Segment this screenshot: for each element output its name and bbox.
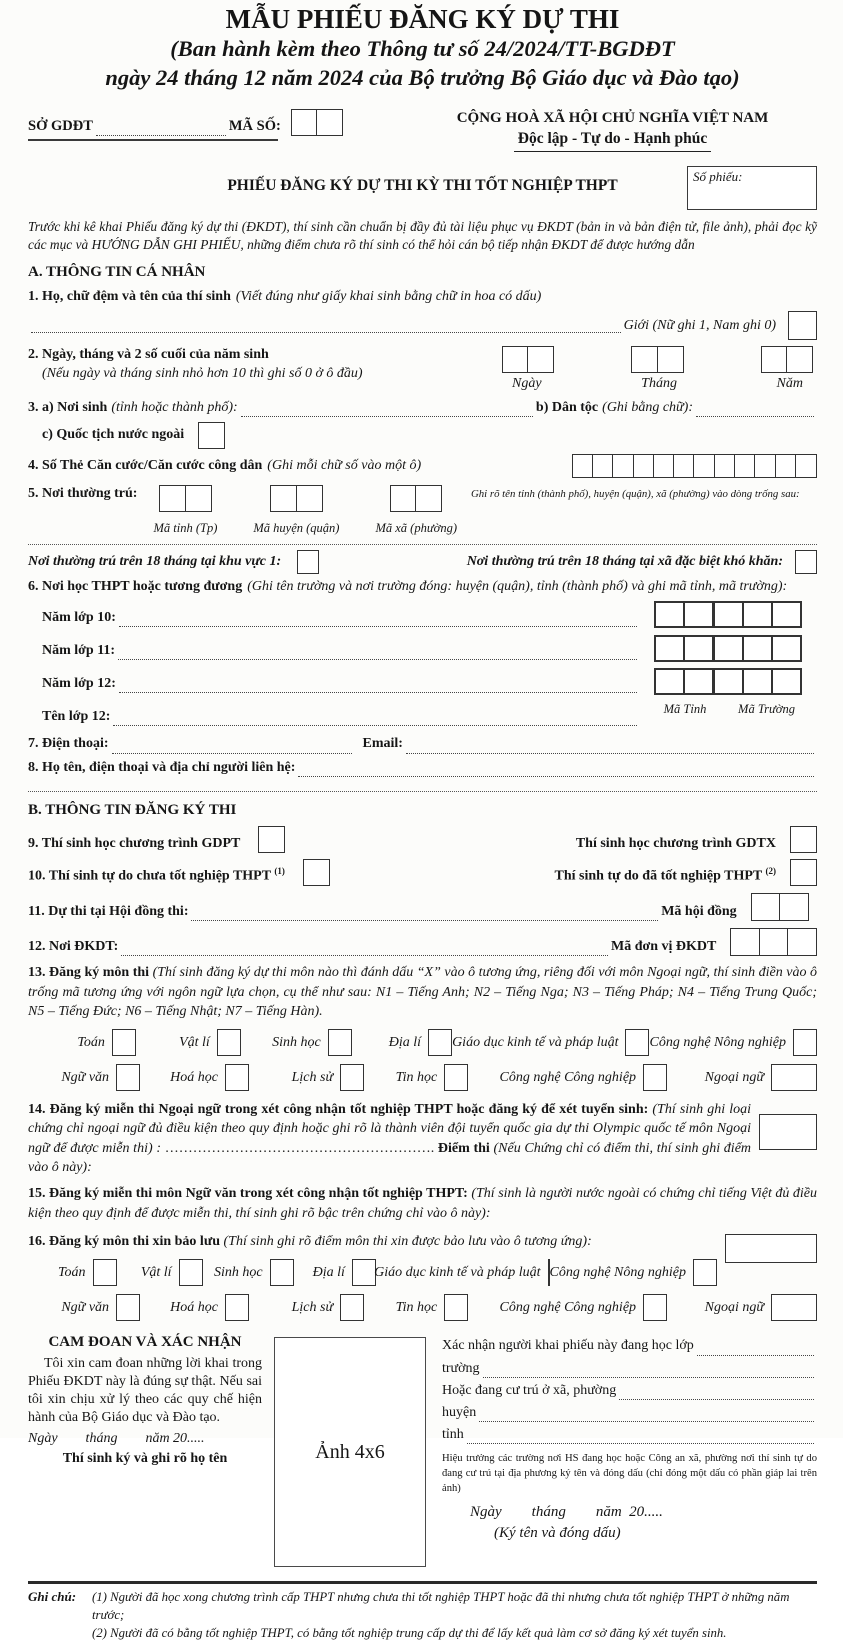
id-digit-box[interactable]	[653, 454, 675, 478]
photo-placeholder-label: Ảnh 4x6	[315, 1441, 385, 1464]
contact-person-fill[interactable]	[298, 762, 814, 777]
school-code-box[interactable]	[742, 635, 773, 662]
full-name-fill[interactable]	[31, 319, 621, 334]
subject-item	[249, 1064, 364, 1091]
item10-right-label: Thí sinh tự do đã tốt nghiệp THPT $^{(2)}$	[554, 866, 776, 885]
footnote-1: (1) Người đã học xong chương trình cấp THPT nhưng chưa thi tốt nghiệp THPT hoặc đã thi nhưng chưa tốt nghiệp THPT ở những năm trước;	[92, 1590, 790, 1623]
subject-item	[140, 1064, 249, 1091]
subject-item	[376, 1259, 550, 1286]
id-digit-box[interactable]	[673, 454, 695, 478]
page-title: MẪU PHIẾU ĐĂNG KÝ DỰ THI	[225, 4, 620, 34]
hardship-commune-box[interactable]	[795, 550, 817, 574]
subject-label: Toán	[77, 1034, 105, 1050]
confirm-district-label: huyện	[442, 1404, 477, 1420]
reserve-subjects-row-2	[28, 1294, 817, 1321]
section-a-title: A. THÔNG TIN CÁ NHÂN	[28, 263, 206, 280]
item14-label: 14. Đăng ký miễn thi Ngoại ngữ trong xét công nhận tốt nghiệp THPT hoặc đăng ký để xét tuyển sinh:	[28, 1102, 649, 1118]
subject-item	[452, 1029, 649, 1056]
subject-label: Vật lí	[140, 1264, 172, 1280]
subject-item	[364, 1294, 468, 1321]
commitment-date-line: Ngày tháng năm 20.....	[28, 1430, 205, 1446]
subject-item	[136, 1029, 241, 1056]
grade12-fill[interactable]	[119, 679, 637, 694]
subject-label: Địa lí	[388, 1034, 422, 1050]
subject-label: Tin học	[395, 1299, 438, 1315]
reserve-subjects-row-1	[28, 1259, 717, 1286]
class12-fill[interactable]	[113, 712, 637, 727]
id-digit-box[interactable]	[795, 454, 817, 478]
school-code-box[interactable]	[771, 635, 802, 662]
school-code-box[interactable]	[713, 601, 744, 628]
dob-month-boxes	[631, 346, 683, 373]
subject-label: Hoá học	[170, 1299, 218, 1315]
contact-fill-line[interactable]	[28, 791, 817, 792]
subject-item	[117, 1259, 203, 1286]
school-code-box[interactable]	[654, 601, 685, 628]
confirm-school-fill[interactable]	[483, 1363, 814, 1378]
confirm-ward-label: Hoặc đang cư trú ở xã, phường	[442, 1382, 617, 1398]
so-gddt-label: SỞ GDĐT	[28, 117, 93, 134]
item4-label: 4. Số Thẻ Căn cước/Căn cước công dân	[28, 457, 263, 473]
dkdt-place-fill[interactable]	[121, 942, 608, 957]
school-code-box[interactable]	[742, 668, 773, 695]
school-code-box[interactable]	[683, 635, 714, 662]
item6-note: (Ghi tên trường và nơi trường đóng: huyện (quận), tỉnh (thành phố) và ghi mã tỉnh, mã trường):	[247, 579, 788, 595]
dkdt-code-box[interactable]	[730, 928, 760, 956]
ma-truong-caption: Mã Trường	[738, 701, 795, 716]
item2-label: 2. Ngày, tháng và 2 số cuối của năm sinh	[28, 347, 269, 363]
dob-day-caption: Ngày	[512, 376, 542, 392]
subject-item	[28, 1294, 140, 1321]
subject-mark-box[interactable]	[328, 1029, 352, 1056]
ward-code-boxes	[390, 485, 442, 512]
id-digit-box[interactable]	[633, 454, 655, 478]
subject-mark-box[interactable]	[771, 1294, 817, 1321]
confirmation-instruction: Hiệu trưởng các trường nơi HS đang học hoặc Công an xã, phường nơi thí sinh tự do đang cư trú tại địa phương ký tên và đóng dấu (chỉ đóng một dấu có phần giáp lai trên ảnh)	[442, 1453, 817, 1494]
subject-label: Địa lí	[312, 1264, 345, 1280]
dob-day-boxes	[502, 346, 554, 373]
national-header	[408, 109, 817, 153]
ma-so-boxes	[291, 109, 343, 136]
item3b-note: (Ghi bằng chữ):	[602, 399, 693, 415]
item5-label: 5. Nơi thường trú:	[28, 485, 138, 501]
subject-label: Giáo dục kinh tế và pháp luật	[374, 1264, 541, 1280]
subject-label: Công nghệ Nông nghiệp	[549, 1264, 686, 1280]
page-subtitle-2: ngày 24 tháng 12 năm 2024 của Bộ trưởng Bộ Giáo dục và Đào tạo)	[105, 64, 740, 90]
subject-label: Sinh học	[213, 1264, 263, 1280]
subject-mark-box[interactable]	[625, 1029, 649, 1056]
phone-label: 7. Điện thoại:	[28, 736, 109, 752]
class12-label: Tên lớp 12:	[42, 709, 111, 725]
footnotes	[28, 1581, 817, 1643]
subject-mark-box[interactable]	[771, 1064, 817, 1091]
subject-item	[667, 1064, 817, 1091]
confirm-school-label: trường	[442, 1360, 480, 1376]
item15-note: (Thí sinh là người nước ngoài có chứng chỉ tiếng Việt đủ điều kiện theo quy định để được miễn thi, thí sinh ghi rõ bậc trên chứng chỉ vào ô này):	[28, 1186, 817, 1221]
section-b-title: B. THÔNG TIN ĐĂNG KÝ THI	[28, 801, 237, 818]
exam-subjects-row-1	[28, 1029, 817, 1056]
dkdt-code-box[interactable]	[787, 928, 817, 956]
grade11-fill[interactable]	[118, 646, 637, 661]
certificate-score-box[interactable]	[759, 1114, 817, 1150]
item11-label: 11. Dự thi tại Hội đồng thi:	[28, 904, 189, 920]
subject-label: Vật lí	[179, 1034, 210, 1050]
item12-label: 12. Nơi ĐKDT:	[28, 939, 119, 955]
ma-tinh-caption: Mã Tỉnh	[663, 701, 707, 716]
school-code-box[interactable]	[713, 668, 744, 695]
ward-code-box[interactable]	[390, 485, 417, 512]
dob-year-box[interactable]	[786, 346, 813, 373]
item14-fill[interactable]: ………………………………………………….	[164, 1140, 435, 1156]
gdpt-program-box[interactable]	[258, 826, 285, 853]
subject-mark-box[interactable]	[643, 1064, 667, 1091]
serial-number-label: Số phiếu:	[693, 169, 743, 185]
item5-note: Ghi rõ tên tỉnh (thành phố), huyện (quận), xã (phường) vào dòng trống sau:	[470, 487, 800, 500]
subject-item	[140, 1294, 249, 1321]
confirm-province-label: tỉnh	[442, 1427, 464, 1443]
subject-mark-box[interactable]	[340, 1064, 364, 1091]
subject-mark-box[interactable]	[444, 1294, 468, 1321]
province-code-box[interactable]	[159, 485, 186, 512]
confirm-province-fill[interactable]	[467, 1430, 814, 1445]
subject-label: Hoá học	[170, 1069, 218, 1085]
id-digit-box[interactable]	[693, 454, 715, 478]
subject-item	[249, 1294, 364, 1321]
dob-year-box[interactable]	[761, 346, 788, 373]
header-row	[28, 109, 817, 153]
diem-thi-label: Điểm thi	[437, 1140, 490, 1156]
grade11-code-boxes	[654, 635, 802, 662]
exam-subjects-row-2	[28, 1064, 817, 1091]
id-digit-box[interactable]	[775, 454, 797, 478]
candidate-signature-label: Thí sinh ký và ghi rõ họ tên	[62, 1450, 228, 1466]
subject-label: Ngoại ngữ	[704, 1299, 764, 1315]
free-candidate-not-graduated-box[interactable]	[303, 859, 330, 886]
commitment-title: CAM ĐOAN VÀ XÁC NHẬN	[48, 1334, 242, 1351]
subject-label: Ngoại ngữ	[704, 1069, 764, 1085]
item9-left-label: 9. Thí sinh học chương trình GDPT	[28, 836, 241, 852]
item1-label: 1. Họ, chữ đệm và tên của thí sinh	[28, 289, 231, 305]
school-code-grid	[654, 598, 817, 730]
school-code-box[interactable]	[742, 601, 773, 628]
intro-note: Trước khi kê khai Phiếu đăng ký dự thi (ĐKDT), thí sinh cần chuẩn bị đầy đủ tài liệu phục vụ ĐKDT (bản in và bản điện tử, file ảnh), phải đọc kỹ các mục và HƯỚNG DẪN GHI PHIẾU, những điểm chưa rõ thí sinh có thể hỏi cán bộ tiếp nhận ĐKDT để được hướng dẫn	[28, 219, 817, 252]
item4-note: (Ghi mỗi chữ số vào một ô)	[267, 457, 422, 473]
item10-left-label: 10. Thí sinh tự do chưa tốt nghiệp THPT $^{(1)}$	[28, 866, 285, 885]
form-title: PHIẾU ĐĂNG KÝ DỰ THI KỲ THI TỐT NGHIỆP THPT	[227, 177, 618, 195]
council-code-box[interactable]	[779, 893, 809, 921]
serial-number-box[interactable]	[687, 166, 817, 210]
item2-note: (Nếu ngày và tháng sinh nhỏ hơn 10 thì ghi số 0 ở ô đầu)	[42, 365, 363, 381]
footnote-2: (2) Người đã có bằng tốt nghiệp THPT, có bằng tốt nghiệp trung cấp dự thi để lấy kết quả làm cơ sở đăng ký xét tuyển sinh.	[92, 1626, 727, 1641]
council-code-box[interactable]	[751, 893, 781, 921]
school-code-box[interactable]	[683, 601, 714, 628]
free-candidate-graduated-box[interactable]	[790, 859, 817, 886]
national-title: CỘNG HOÀ XÃ HỘI CHỦ NGHĨA VIỆT NAM	[456, 109, 769, 126]
confirm-district-fill[interactable]	[479, 1407, 814, 1422]
subject-label: Lịch sử	[291, 1299, 334, 1315]
foreign-nationality-box[interactable]	[198, 422, 225, 449]
subject-item	[28, 1259, 117, 1286]
hardship-commune-label: Nơi thường trú trên 18 tháng tại xã đặc biệt khó khăn:	[466, 554, 783, 570]
dkdt-code-box[interactable]	[759, 928, 789, 956]
subject-label: Tin học	[395, 1069, 438, 1085]
reserved-score-box[interactable]	[725, 1234, 817, 1263]
subject-label: Toán	[58, 1264, 86, 1280]
national-motto: Độc lập - Tự do - Hạnh phúc	[514, 128, 711, 152]
birthplace-fill[interactable]	[241, 402, 533, 417]
subject-mark-box[interactable]	[693, 1259, 717, 1286]
subject-mark-box[interactable]	[793, 1029, 817, 1056]
subject-item	[550, 1259, 718, 1286]
id-digit-box[interactable]	[572, 454, 594, 478]
agency-block	[28, 109, 408, 153]
item15-label: 15. Đăng ký miễn thi môn Ngữ văn trong xét công nhận tốt nghiệp THPT:	[28, 1186, 468, 1202]
residence-fill-line[interactable]	[28, 544, 817, 545]
dob-month-box[interactable]	[631, 346, 658, 373]
province-code-caption: Mã tỉnh (Tp)	[153, 520, 218, 535]
subject-label: Lịch sử	[291, 1069, 334, 1085]
subject-label: Giáo dục kinh tế và pháp luật	[452, 1034, 619, 1050]
dob-year-boxes	[761, 346, 813, 373]
subject-mark-box[interactable]	[444, 1064, 468, 1091]
province-code-boxes	[159, 485, 211, 512]
item16-label: 16. Đăng ký môn thi xin bảo lưu	[28, 1234, 221, 1250]
subject-mark-box[interactable]	[116, 1064, 140, 1091]
grade10-code-boxes	[654, 601, 802, 628]
photo-placeholder[interactable]	[274, 1337, 426, 1567]
confirm-class-fill[interactable]	[697, 1341, 814, 1356]
subject-item	[241, 1029, 352, 1056]
council-code-label: Mã hội đồng	[661, 904, 737, 920]
id-digit-box[interactable]	[714, 454, 736, 478]
dob-day-box[interactable]	[527, 346, 554, 373]
subject-mark-box[interactable]	[225, 1064, 249, 1091]
item14-note: (Thí sinh ghi loại chứng chỉ ngoại ngữ đủ điều kiện theo quy định hoặc ghi rõ là thành viên đội tuyển quốc gia dự thi Olympic quốc tế môn Ngoại ngữ để được miễn thi) :	[28, 1102, 751, 1156]
grade10-label: Năm lớp 10:	[42, 610, 116, 626]
ma-so-box[interactable]	[291, 109, 318, 136]
district-code-box[interactable]	[270, 485, 297, 512]
id-digit-box[interactable]	[754, 454, 776, 478]
ma-so-label: MÃ SỐ:	[228, 117, 281, 134]
school-code-box[interactable]	[654, 635, 685, 662]
footnote-label: Ghi chú:	[28, 1589, 77, 1605]
council-fill[interactable]	[191, 907, 658, 922]
subject-item	[352, 1029, 452, 1056]
so-gddt-fill[interactable]	[96, 120, 226, 135]
dob-month-box[interactable]	[657, 346, 684, 373]
grade10-fill[interactable]	[119, 613, 637, 628]
item1-note: (Viết đúng như giấy khai sinh bằng chữ in hoa có dấu)	[235, 289, 542, 305]
item3b-label: b) Dân tộc	[535, 399, 599, 415]
subject-mark-box[interactable]	[112, 1029, 136, 1056]
subject-mark-box[interactable]	[179, 1259, 203, 1286]
ma-so-box[interactable]	[316, 109, 343, 136]
item3a-note: (tỉnh hoặc thành phố):	[111, 399, 238, 415]
dkdt-code-label: Mã đơn vị ĐKDT	[610, 939, 717, 955]
grade12-label: Năm lớp 12:	[42, 676, 116, 692]
subject-item	[28, 1064, 140, 1091]
subject-item	[667, 1294, 817, 1321]
district-code-box[interactable]	[296, 485, 323, 512]
school-code-box[interactable]	[771, 668, 802, 695]
dob-month-caption: Tháng	[641, 376, 677, 392]
agency-rule	[28, 139, 278, 141]
diem-thi-note: (Nếu Chứng chỉ có điểm thi, thí sinh ghi điểm vào ô này):	[28, 1140, 752, 1176]
item13-note: (Thí sinh đăng ký dự thi môn nào thì đánh dấu “X” vào ô tương ứng, riêng đối với môn Ngoại ngữ, thí sinh điền vào ô trống mã tương ứng với ngôn ngữ lựa chọn, cụ thể như sau: N1 – Tiếng Anh; N2 – Tiếng Nga; N3 – Tiếng Pháp; N4 – Tiếng Trung Quốc; N5 – Tiếng Đức; N6 – Tiếng Nhật; N7 – Tiếng Hàn).	[28, 965, 818, 1019]
item9-right-label: Thí sinh học chương trình GDTX	[575, 836, 776, 852]
subject-mark-box[interactable]	[225, 1294, 249, 1321]
subject-item	[203, 1259, 294, 1286]
subject-label: Công nghệ Công nghiệp	[499, 1299, 637, 1315]
confirm-line1-label: Xác nhận người khai phiếu này đang học lớp	[442, 1338, 694, 1354]
subject-label: Công nghệ Nông nghiệp	[649, 1034, 786, 1050]
subject-label: Ngữ văn	[61, 1299, 110, 1315]
grade11-label: Năm lớp 11:	[42, 643, 116, 659]
gdtx-program-box[interactable]	[790, 826, 817, 853]
zone1-label: Nơi thường trú trên 18 tháng tại khu vực 1:	[28, 554, 282, 570]
confirm-ward-fill[interactable]	[619, 1385, 814, 1400]
school-code-box[interactable]	[683, 668, 714, 695]
ward-code-caption: Mã xã (phường)	[375, 520, 457, 535]
subject-mark-box[interactable]	[352, 1259, 376, 1286]
subject-item	[468, 1064, 667, 1091]
item6-label: 6. Nơi học THPT hoặc tương đương	[28, 579, 243, 595]
id-number-boxes	[572, 454, 817, 478]
id-digit-box[interactable]	[734, 454, 756, 478]
school-code-box[interactable]	[713, 635, 744, 662]
item16-note: (Thí sinh ghi rõ điểm môn thi xin được bảo lưu vào ô tương ứng):	[223, 1234, 592, 1250]
item3a-label: 3. a) Nơi sinh	[28, 399, 108, 415]
subject-label: Sinh học	[272, 1034, 321, 1050]
school-code-box[interactable]	[654, 668, 685, 695]
subject-label: Công nghệ Công nghiệp	[499, 1069, 637, 1085]
item3c-label: c) Quốc tịch nước ngoài	[42, 427, 185, 443]
id-digit-box[interactable]	[612, 454, 634, 478]
id-digit-box[interactable]	[592, 454, 614, 478]
item13-label: 13. Đăng ký môn thi	[28, 965, 150, 981]
subject-mark-box[interactable]	[270, 1259, 294, 1286]
subject-mark-box[interactable]	[217, 1029, 241, 1056]
district-code-boxes	[270, 485, 322, 512]
confirmation-date-line: Ngày tháng năm 20.....	[470, 1503, 663, 1520]
ethnicity-fill[interactable]	[696, 402, 814, 417]
dkdt-code-boxes	[730, 928, 817, 956]
grade12-code-boxes	[654, 668, 802, 695]
subject-item	[649, 1029, 817, 1056]
gender-label: Giới (Nữ ghi 1, Nam ghi 0)	[623, 317, 776, 333]
subject-mark-box[interactable]	[340, 1294, 364, 1321]
contact-person-label: 8. Họ tên, điện thoại và địa chỉ người liên hệ:	[28, 759, 296, 775]
subject-mark-box[interactable]	[116, 1294, 140, 1321]
ward-code-box[interactable]	[415, 485, 442, 512]
subject-item	[468, 1294, 667, 1321]
commitment-body: Tôi xin cam đoan những lời khai trong Phiếu ĐKDT này là đúng sự thật. Nếu sai tôi xin chịu xử lý theo các quy chế hiện hành của Bộ Giáo dục và Đào tạo.	[28, 1355, 262, 1426]
province-code-box[interactable]	[185, 485, 212, 512]
subject-label: Ngữ văn	[61, 1069, 110, 1085]
page-subtitle-1: (Ban hành kèm theo Thông tư số 24/2024/TT-BGDĐT	[170, 36, 675, 62]
district-code-caption: Mã huyện (quận)	[253, 520, 340, 535]
dob-year-caption: Năm	[776, 376, 803, 392]
subject-mark-box[interactable]	[93, 1259, 117, 1286]
gender-box[interactable]	[788, 311, 817, 340]
subject-item	[294, 1259, 376, 1286]
email-label: Email:	[362, 736, 403, 752]
subject-mark-box[interactable]	[428, 1029, 452, 1056]
stamp-signature-label: (Ký tên và đóng dấu)	[494, 1525, 621, 1542]
zone1-box[interactable]	[297, 550, 319, 574]
subject-item	[364, 1064, 468, 1091]
council-code-boxes	[751, 893, 809, 921]
email-fill[interactable]	[406, 739, 814, 754]
phone-fill[interactable]	[112, 739, 352, 754]
commitment-block	[28, 1333, 262, 1567]
confirmation-block	[436, 1333, 817, 1567]
dob-day-box[interactable]	[502, 346, 529, 373]
subject-mark-box[interactable]	[643, 1294, 667, 1321]
subject-item	[28, 1029, 136, 1056]
school-code-box[interactable]	[771, 601, 802, 628]
